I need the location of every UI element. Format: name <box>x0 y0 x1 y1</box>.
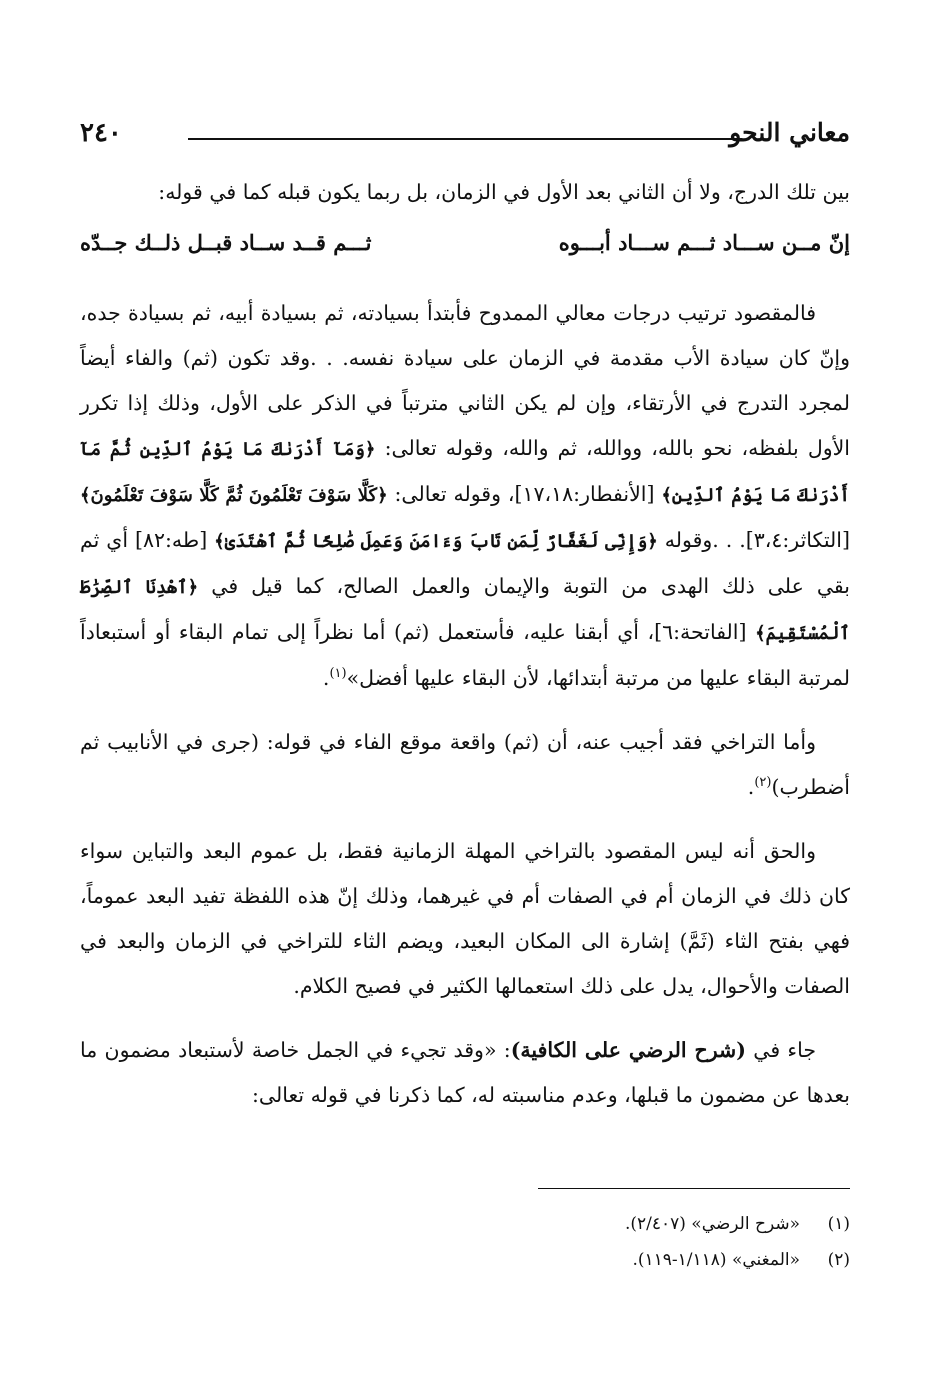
intro-line <box>80 170 850 215</box>
paragraph-3-text: والحق أنه ليس المقصود بالتراخي المهلة الزمانية فقط، بل عموم البعد والتباين سواء كان ذلك في الزمان أم في الصفات أم في غيرهما، وذلك إنّ هذه اللفظة تفيد البعد عموماً، فهي بفتح الثاء (ثَمَّ) إشارة الى المكان البعيد، ويضم الثاء للتراخي في الزمان والبعد في الصفات والأحوال، يدل على ذلك استعمالها الكثير في فصيح الكلام. <box>80 839 850 998</box>
footnote-item <box>350 1206 850 1242</box>
running-title: معاني النحو <box>729 118 850 147</box>
intro-text: بين تلك الدرج، ولا أن الثاني بعد الأول في الزمان، بل ربما يكون قبله كما في قوله: <box>158 180 850 204</box>
paragraph-4-book-title: (شرح الرضي على الكافية) <box>510 1038 746 1062</box>
quran-quote-1: ﴿وَمَآ أَدْرَىٰكَ مَا يَوْمُ ٱلدِّينِ ثُمَّ مَآ أَدْرَىٰكَ مَا يَوْمُ ٱلدِّينِ﴾ <box>80 439 850 506</box>
page-header <box>80 118 850 154</box>
paragraph-1-text-d: [طه:٨٢] أي ثم بقي على ذلك الهدى من التوبة والإيمان والعمل الصالح، كما قيل في <box>80 528 850 598</box>
footnote-text: «المغني» (١/١١٨-١١٩). <box>632 1250 800 1270</box>
header-rule <box>188 138 742 140</box>
footnote-number: (١) <box>827 1214 850 1234</box>
paragraph-1-text-a: فالمقصود ترتيب درجات معالي الممدوح فأبتدأ بسيادته، ثم بسيادة أبيه، ثم بسيادة جده، وإنّ كان سيادة الأب مقدمة في الزمان على سيادة نفسه. . .وقد تكون (ثم) والفاء أيضاً لمجرد التدرج في الأرتقاء، وإن لم يكن الثاني مترتباً في الذكر على الأول، وذلك إذا تكرر الأول بلفظه، نحو بالله، ووالله، ثم والله، وقوله تعالى: <box>80 301 850 460</box>
body-text <box>80 170 850 1137</box>
footnote-item <box>350 1242 850 1278</box>
paragraph-1-text-e: [الفاتحة:٦]، أي أبقنا عليه، فأستعمل (ثم) أما نظراً إلى تمام البقاء أو أستبعاداً لمرتبة البقاء عليها من مرتبة أبتدائها، لأن البقاء عليها أفضل» <box>80 620 850 690</box>
paragraph-1-text-b: [الأنفطار:١٧،١٨]، وقوله تعالى: <box>394 482 655 506</box>
verse-first-hemistich: إنّ مــن ســـاد ثـــم ســـاد أبـــوه <box>558 230 850 255</box>
quran-quote-3: ﴿وَإِنِّى لَغَفَّارٌ لِّمَن تَابَ وَءَامَنَ وَعَمِلَ صَٰلِحًا ثُمَّ ٱهْتَدَىٰ﴾ <box>214 531 658 552</box>
footnote-number: (٢) <box>827 1250 850 1270</box>
paragraph-2: وأما التراخي فقد أجيب عنه، أن (ثم) واقعة موقع الفاء في قوله: (جرى في الأنابيب ثم أضطرب)$^{(٢)}$. <box>80 730 850 799</box>
quran-quote-4: ﴿ٱهْدِنَا ٱلصِّرَٰطَ ٱلْمُسْتَقِيمَ﴾ <box>80 577 850 644</box>
footnotes <box>350 1206 850 1278</box>
paragraph-4-text-a: جاء في <box>753 1038 816 1062</box>
paragraph-4-text-b: : «وقد تجيء في الجمل خاصة لأستبعاد مضمون ما بعدها عن مضمون ما قبلها، وعدم مناسبته له، كما ذكرنا في قوله تعالى: <box>80 1038 850 1107</box>
page-number: ٢٤٠ <box>80 118 122 148</box>
footnote-ref-1: (١) <box>329 666 347 682</box>
poetry-verse <box>80 223 850 263</box>
footnote-ref-2: (٢) <box>754 775 772 791</box>
verse-second-hemistich: ثـــم قــد ســاد قبــل ذلــك جــدّه <box>80 230 372 255</box>
paragraph-1: فالمقصود ترتيب درجات معالي الممدوح فأبتدأ بسيادته، ثم بسيادة أبيه، ثم بسيادة جده، وإنّ كان سيادة الأب مقدمة في الزمان على سيادة نفسه. . .وقد تكون (ثم) والفاء أيضاً لمجرد التدرج في الأرتقاء، وإن لم يكن الثاني مترتباً في الذكر على الأول، وذلك إذا تكرر الأول بلفظه، نحو بالله، ووالله، ثم والله، وقوله تعالى: ﴿وَمَآ أَدْرَىٰكَ مَا يَوْمُ ٱلدِّينِ ثُمَّ مَآ أَدْرَىٰكَ مَا يَوْمُ ٱلدِّينِ﴾ [الأنفطار:١٧،١٨]، وقوله تعالى: ﴿كَلَّا سَوْفَ تَعْلَمُونَ ثُمَّ كَلَّا سَوْفَ تَعْلَمُونَ﴾ [التكاثر:٣،٤]. . .وقوله ﴿وَإِنِّى لَغَفَّارٌ لِّمَن تَابَ وَءَامَنَ وَعَمِلَ صَٰلِحًا ثُمَّ ٱهْتَدَىٰ﴾ [طه:٨٢] أي ثم بقي على ذلك الهدى من التوبة والإيمان والعمل الصالح، كما قيل في ﴿ٱهْدِنَا ٱلصِّرَٰطَ ٱلْمُسْتَقِيمَ﴾ [الفاتحة:٦]، أي أبقنا عليه، فأستعمل (ثم) أما نظراً إلى تمام البقاء أو أستبعاداً لمرتبة البقاء عليها من مرتبة أبتدائها، لأن البقاء عليها أفضل»$^{(١)}$. <box>80 301 850 690</box>
footnote-divider <box>538 1188 850 1189</box>
footnote-text: «شرح الرضي» (٢/٤٠٧). <box>624 1214 800 1234</box>
paragraph-2-text: وأما التراخي فقد أجيب عنه، أن (ثم) واقعة موقع الفاء في قوله: (جرى في الأنابيب ثم أضطرب) <box>80 730 850 799</box>
paragraph-3 <box>80 829 850 1009</box>
paragraph-1-text-c: [التكاثر:٣،٤]. . .وقوله <box>664 528 850 552</box>
paragraph-4 <box>80 1028 850 1118</box>
quran-quote-2: ﴿كَلَّا سَوْفَ تَعْلَمُونَ ثُمَّ كَلَّا سَوْفَ تَعْلَمُونَ﴾ <box>80 485 388 506</box>
